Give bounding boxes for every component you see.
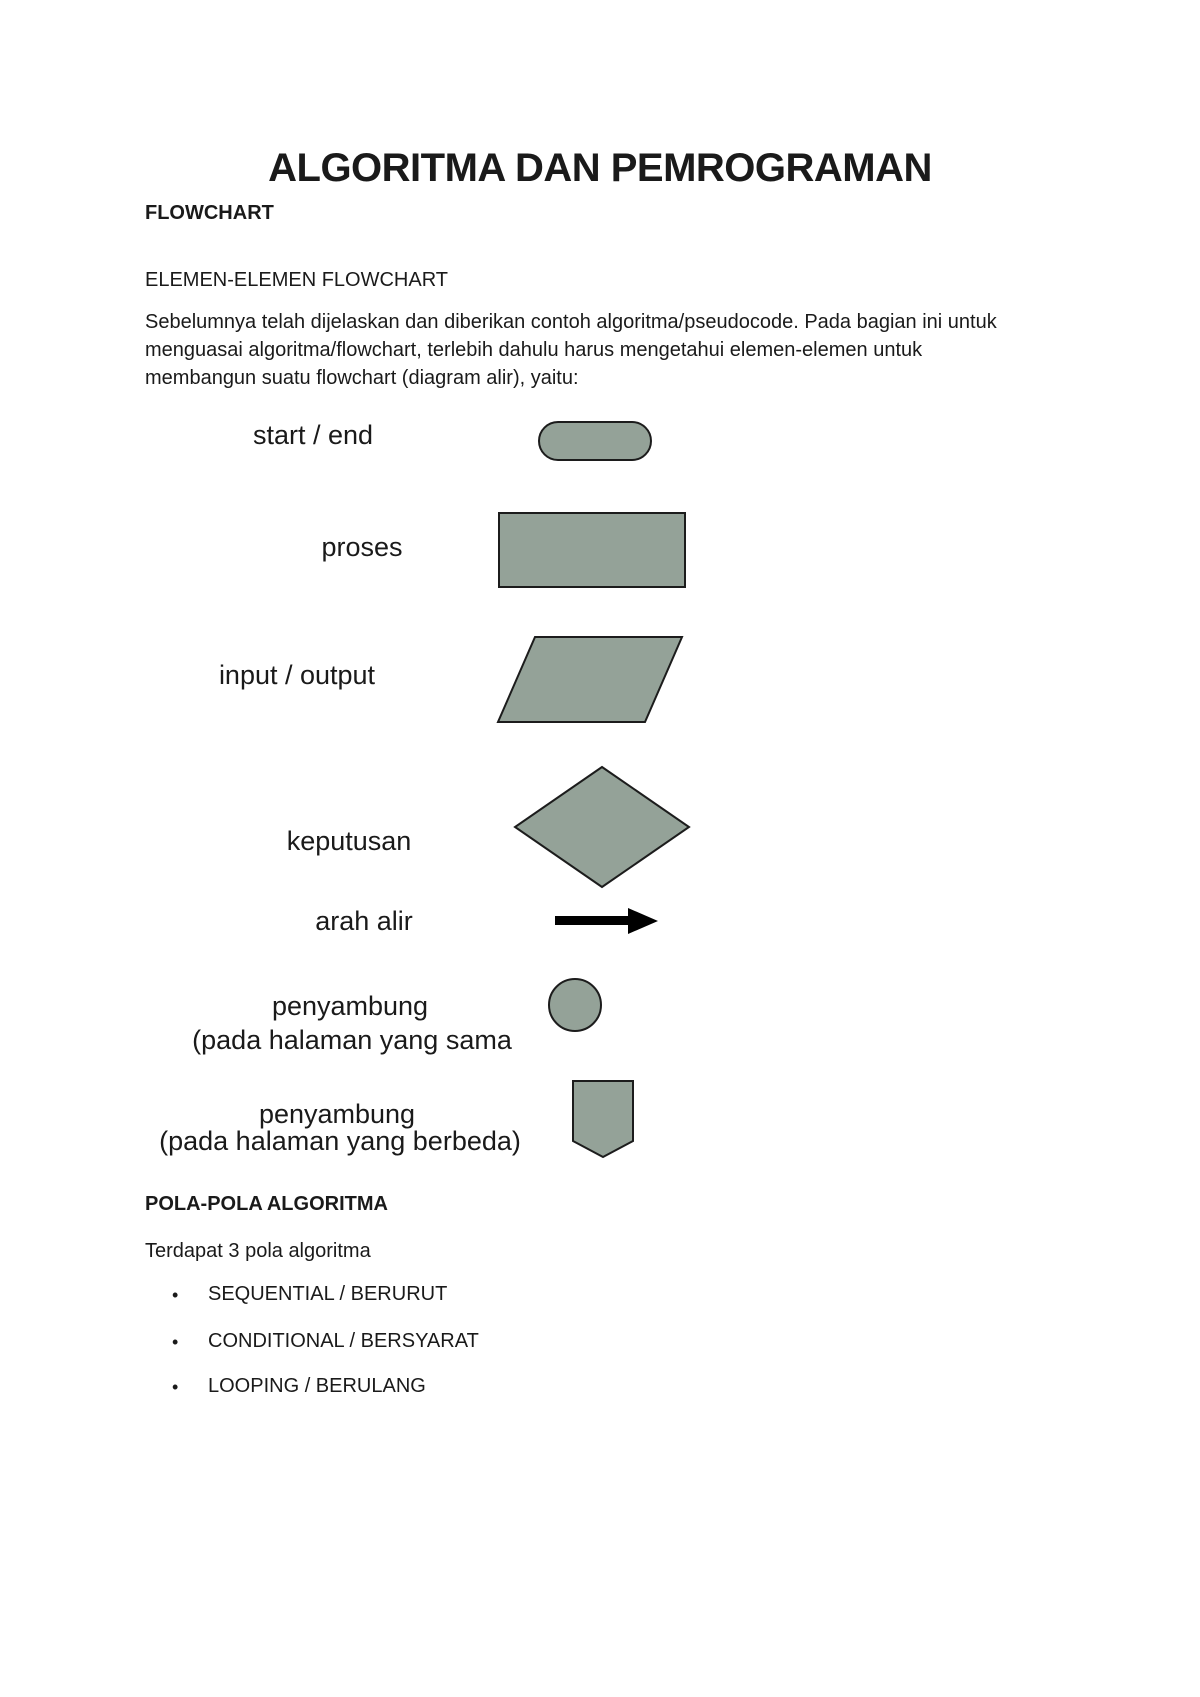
bullet-dot: • (172, 1377, 179, 1397)
paragraph-line: menguasai algoritma/flowchart, terlebih dahulu harus mengetahui elemen-elemen untuk (145, 339, 923, 361)
input-output-parallelogram-shape (494, 634, 689, 726)
paragraph-line: membangun suatu flowchart (diagram alir), yaitu: (145, 367, 579, 389)
section-heading-pola: POLA-POLA ALGORITMA (145, 1193, 388, 1215)
decision-diamond-shape (512, 764, 692, 890)
section-heading-flowchart: FLOWCHART (145, 202, 274, 224)
flowchart-label-penyambung-berbeda-line2: (pada halaman yang berbeda) (159, 1126, 521, 1156)
section-subheading-elemen: ELEMEN-ELEMEN FLOWCHART (145, 269, 449, 291)
flowchart-label-arah-alir: arah alir (315, 906, 413, 936)
bullet-item-looping (172, 1375, 426, 1399)
bullet-item-conditional (172, 1330, 479, 1354)
bullet-item-sequential (172, 1283, 447, 1307)
bullet-dot: • (172, 1332, 179, 1352)
bullet-dot: • (172, 1285, 179, 1305)
paragraph-line: Sebelumnya telah dijelaskan dan diberikan contoh algoritma/pseudocode. Pada bagian ini untuk (145, 311, 997, 333)
bullet-item-label: LOOPING / BERULANG (208, 1375, 426, 1397)
flowchart-label-start-end: start / end (252, 420, 374, 450)
pola-intro-text: Terdapat 3 pola algoritma (145, 1240, 371, 1262)
flowchart-label-penyambung-sama-line2: (pada halaman yang sama (192, 1025, 512, 1055)
flowchart-label-input-output: input / output (218, 660, 376, 690)
flowchart-label-penyambung-sama: penyambung (271, 991, 429, 1021)
process-rectangle-shape (498, 512, 686, 588)
flowchart-label-proses: proses (321, 532, 403, 562)
flow-direction-arrow-shape (553, 904, 661, 940)
off-page-connector-shape (570, 1078, 636, 1160)
bullet-item-label: SEQUENTIAL / BERURUT (208, 1283, 448, 1305)
flowchart-label-penyambung-berbeda: penyambung (258, 1099, 416, 1129)
flowchart-label-keputusan: keputusan (286, 826, 412, 856)
on-page-connector-circle-shape (548, 978, 602, 1032)
terminator-stadium-shape (538, 421, 652, 461)
page-title: ALGORITMA DAN PEMROGRAMAN (268, 146, 932, 190)
bullet-item-label: CONDITIONAL / BERSYARAT (208, 1330, 479, 1352)
